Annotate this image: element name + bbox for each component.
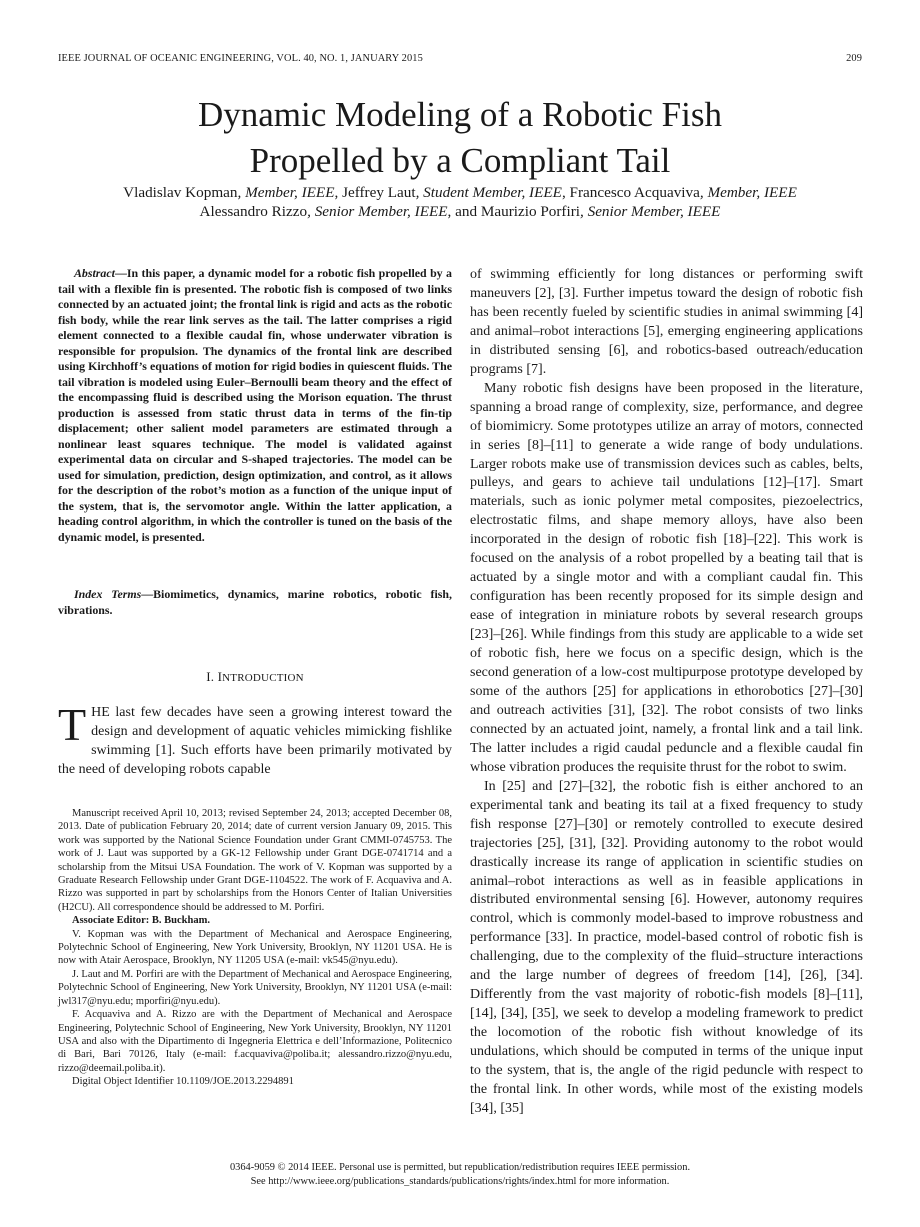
abstract: [58, 266, 452, 545]
author-membership: , Member, IEEE: [699, 184, 797, 201]
intro-paragraph: [58, 699, 452, 780]
copyright-footer: [0, 1161, 920, 1189]
intro-text: last few decades have seen a growing interest toward the design and development of aquatic vehicles mimicking fishlike swimming [1]. Such efforts have been primarily motivated by the need of developing robots capable: [58, 705, 452, 777]
copyright-line: 0364-9059 © 2014 IEEE. Personal use is permitted, but republication/redistribution requires IEEE permission.: [229, 1162, 691, 1173]
author-membership: , Student Member, IEEE: [415, 184, 562, 201]
section-heading-introduction: I. INTRODUCTION: [206, 669, 304, 684]
footnote-manuscript: Manuscript received April 10, 2013; revised September 24, 2013; accepted December 08, 2013. Date of publication February 20, 2014; date of current version January 09, 2015. This work was supported by the National Science Foundation under Grant CMMI-0745753. The work of J. Laut was supported by a GK-12 Fellowship under Grant DGE-0741714 and a scholarship from the Mitsui USA Foundation. The work of V. Kopman was supported by a Graduate Research Fellowship under Grant DGE-1104522. The work of F. Acquaviva and A. Rizzo was supported in part by scholarships from the Honors Center of Italian Universities (H2CU). All correspondence should be addressed to M. Porfiri.: [58, 808, 452, 913]
title-line-2: Propelled by a Compliant Tail: [249, 141, 671, 180]
author-name: , and Maurizio Porfiri: [447, 203, 580, 220]
author-name: , Francesco Acquaviva: [561, 184, 700, 201]
author-name: Vladislav Kopman: [123, 184, 238, 201]
index-terms-text: —Biomimetics, dynamics, marine robotics, robotic fish, vibrations.: [58, 587, 452, 617]
right-column: [470, 266, 863, 1119]
title-line-1: Dynamic Modeling of a Robotic Fish: [198, 95, 722, 134]
abstract-label: Abstract: [74, 266, 115, 280]
author-line-2: [20, 202, 900, 221]
author-name: Alessandro Rizzo: [199, 203, 308, 220]
drop-cap: T: [58, 699, 87, 750]
author-membership: , Member, IEEE: [237, 184, 335, 201]
running-header: IEEE JOURNAL OF OCEANIC ENGINEERING, VOL. 40, NO. 1, JANUARY 2015: [58, 53, 423, 64]
footnote-associate-editor: Associate Editor: B. Buckham.: [72, 915, 210, 927]
intro-first-word: HE: [91, 705, 110, 720]
index-terms: [58, 587, 452, 618]
paper-title: [0, 92, 920, 184]
footnote-doi: Digital Object Identifier 10.1109/JOE.2013.2294891: [72, 1076, 294, 1088]
index-terms-label: Index Terms: [74, 587, 142, 601]
footnote-affiliation: F. Acquaviva and A. Rizzo are with the Department of Mechanical and Aerospace Engineering, Polytechnic School of Engineering, New York University, Brooklyn, NY 11201 USA and also with the Dipartimento di Ingegneria Elettrica e dell’Informazione, Politecnico di Bari, Bari 70126, Italy (e-mail: f.acquaviva@poliba.it; alessandro.rizzo@nyu.edu, rizzo@deemail.poliba.it).: [58, 1009, 452, 1074]
footnotes: [58, 807, 452, 1089]
author-line-1: [20, 183, 900, 202]
footnote-affiliation: V. Kopman was with the Department of Mechanical and Aerospace Engineering, Polytechnic School of Engineering, New York University, Brooklyn, NY 11201 USA. He is now with Atair Aerospace, Brooklyn, NY 11205 USA (e-mail: vk545@nyu.edu).: [58, 928, 452, 967]
author-membership: , Senior Member, IEEE: [580, 203, 721, 220]
body-paragraph: of swimming efficiently for long distances or performing swift maneuvers [2], [3]. Further impetus toward the design of robotic fish has been recently fueled by scientific studies in animal swimming [4] and animal–robot interactions [5], emerging engineering applications in distributed sensing [6], and robotics-based outreach/education programs [7].: [470, 267, 863, 377]
author-list: [20, 183, 900, 221]
author-name: , Jeffrey Laut: [334, 184, 416, 201]
body-paragraph: In [25] and [27]–[32], the robotic fish is either anchored to an experimental tank and beating its tail at a fixed frequency to study fish response [27]–[30] or remotely controlled to execute desired trajectories [25], [31], [32]. Providing autonomy to the robot would drastically increase its range of application in scientific studies on animal–robot interactions as well as in feasible applications in distributed environmental sensing [6]. However, autonomy requires control, which is commonly model-based to improve robustness and performance [33]. In practice, model-based control of robotic fish is challenging, due to the complexity of the fluid–structure interactions and the large number of degrees of freedom [14], [26], [34]. Differently from the vast majority of robotic-fish models [8]–[11], [14], [34], [35], we seek to develop a modeling framework to predict the locomotion of the robotic fish without knowledge of its undulations, which should be computed in terms of the unique input to the system, that is, the angle of the rigid peduncle with respect to the frontal link. In other words, while most of the existing models [34], [35]: [470, 778, 863, 1116]
page-number: 209: [846, 53, 862, 64]
permissions-line: See http://www.ieee.org/publications_standards/publications/rights/index.html for more information.: [250, 1176, 670, 1187]
footnote-affiliation: J. Laut and M. Porfiri are with the Department of Mechanical and Aerospace Engineering, Polytechnic School of Engineering, New York University, Brooklyn, NY 11201 USA (e-mail: jwl317@nyu.edu; mporfiri@nyu.edu).: [58, 968, 452, 1007]
abstract-text: —In this paper, a dynamic model for a robotic fish propelled by a tail with a flexible fin is presented. The robotic fish is composed of two links connected by an actuated joint; the frontal link is rigid and acts as the robotic fish body, while the rear link serves as the tail. The latter comprises a rigid element connected to a flexible caudal fin, whose underwater vibration is responsible for propulsion. The dynamics of the frontal link are described using Kirchhoff’s equations of motion for rigid bodies in quiescent fluids. The tail vibration is modeled using Euler–Bernoulli beam theory and the effect of the encompassing fluid is described using the Morison equation. The thrust production is assessed from static thrust data in terms of the fin-tip displacement; other salient model parameters are estimated through a nonlinear least squares technique. The model is validated against experimental data on circular and S-shaped trajectories. The model can be used for simulation, prediction, design optimization, and control, as it allows for the description of the robot’s motion as a function of the unique input of the system, that is, the servomotor angle. Within the latter application, a heading control algorithm, in which the controller is tuned on the basis of the dynamic model, is presented.: [58, 266, 452, 544]
body-paragraph: Many robotic fish designs have been proposed in the literature, spanning a broad range of complexity, size, performance, and degree of biomimicry. Some prototypes utilize an array of motors, connected in series [8]–[11] to generate a wide range of body undulations. Larger robots make use of transmission devices such as cables, belts, pulleys, and gears to achieve tail undulations [12]–[17]. Smart materials, such as ionic polymer metal composites, piezoelectrics, electrostatic films, and shape memory alloys, have also been incorporated in the design of robotic fish [18]–[22]. This work is focused on the analysis of a robot propelled by a beating tail that is actuated by a single motor and with a compliant caudal fin. This configuration has been recently proposed for its simple design and ease of integration in miniature robots by several research groups [23]–[26]. While findings from this study are applicable to a wide set of robotic fish, here we focus on a specific design, which is the second generation of a low-cost multipurpose prototype developed by some of the authors [25] for applications in ethorobotics [27]–[30] and outreach activities [31], [32]. The robot consists of two links connected by an actuated joint, namely, a frontal link and a tail link. The latter includes a rigid caudal peduncle and a flexible caudal fin whose vibration produces the requisite thrust for the robot to swim.: [470, 380, 863, 775]
author-membership: , Senior Member, IEEE: [307, 203, 448, 220]
